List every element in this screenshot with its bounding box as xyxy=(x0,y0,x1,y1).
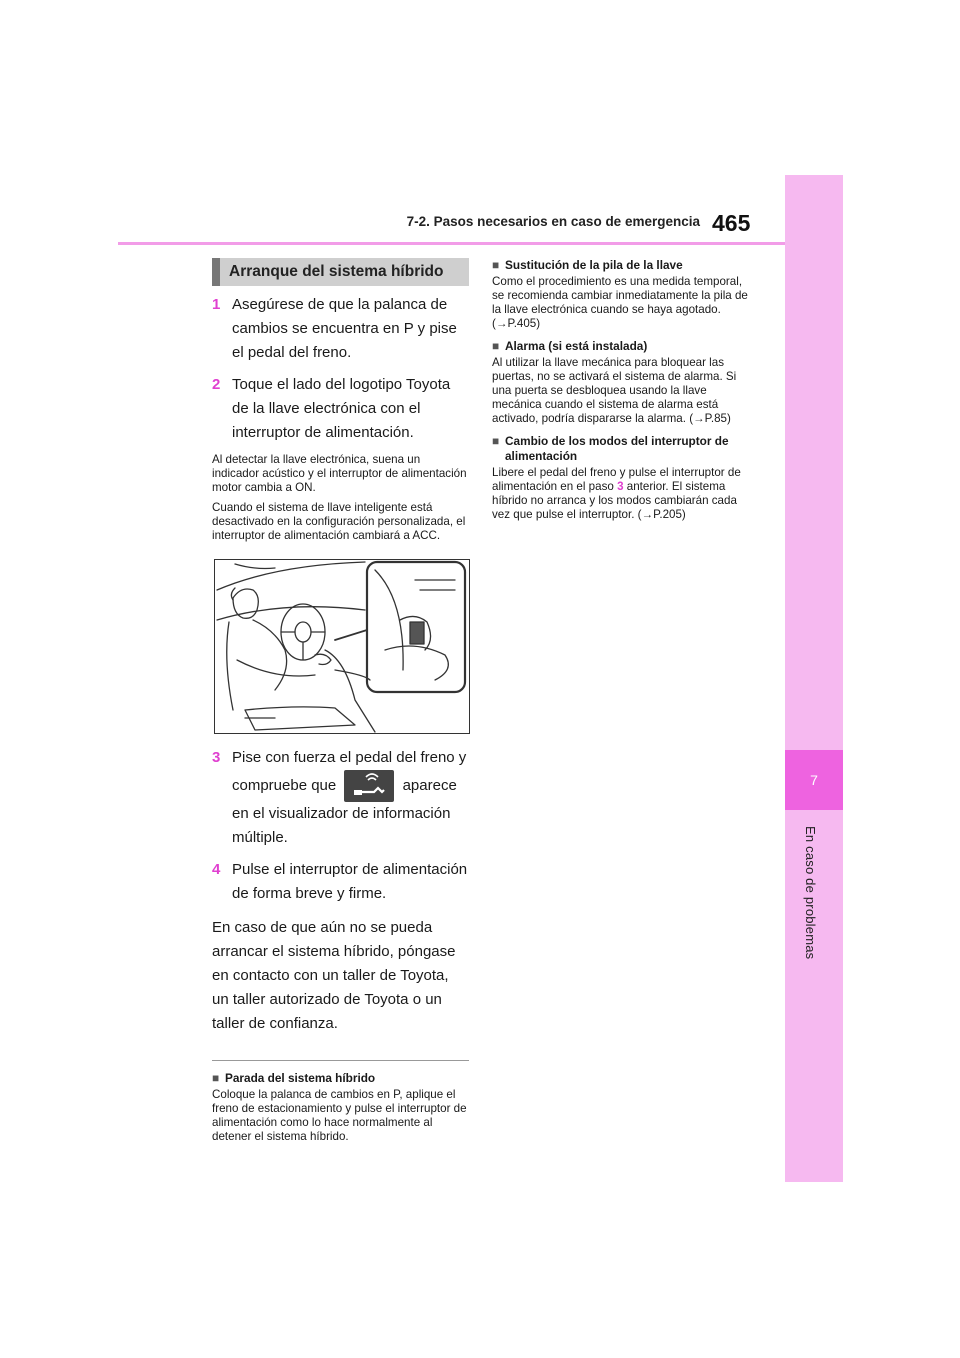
step-3 xyxy=(212,746,469,850)
step-2 xyxy=(212,373,469,445)
step-text: Pise con fuerza el pedal del freno y compruebe que xyxy=(232,749,467,794)
step-text: Asegúrese de que la palanca de cambios se encuentra en P y pise el pedal del freno. xyxy=(232,296,457,361)
bullet-icon: ■ xyxy=(492,434,500,448)
divider xyxy=(212,1060,469,1061)
note-title-text: Parada del sistema híbrido xyxy=(225,1071,376,1085)
step-text: Pulse el interruptor de alimentación de forma breve y firme. xyxy=(232,861,468,902)
step-number: 3 xyxy=(212,749,221,766)
smart-key-indicator-icon xyxy=(344,770,394,802)
bullet-icon: ■ xyxy=(492,339,500,353)
step-number: 4 xyxy=(212,861,221,878)
page-number: 465 xyxy=(712,210,751,236)
section-heading: Arranque del sistema híbrido xyxy=(212,258,469,286)
section-label: 7-2. Pasos necesarios en caso de emergencia xyxy=(406,214,700,229)
step-text: Toque el lado del logotipo Toyota de la llave electrónica con el interruptor de alimentación. xyxy=(232,376,451,441)
smart-key-indicator-glyph xyxy=(344,770,394,802)
bullet-icon: ■ xyxy=(212,1071,220,1085)
note-title-text: Cambio de los modos del interruptor de alimentación xyxy=(505,434,729,463)
paragraph: Al detectar la llave electrónica, suena un indicador acústico y el interruptor de alimentación motor cambia a ON. xyxy=(212,453,467,494)
chapter-title: En caso de problemas xyxy=(803,826,818,960)
step-reference: 3 xyxy=(617,480,624,493)
right-column xyxy=(492,258,757,530)
note-text: Coloque la palanca de cambios en P, aplique el freno de estacionamiento y pulse el interruptor de alimentación como lo hace normalmente al detener el sistema híbrido. xyxy=(212,1088,467,1143)
note-title-text: Sustitución de la pila de la llave xyxy=(505,258,683,272)
note-text: Como el procedimiento es una medida temporal, se recomienda cambiar inmediatamente la pila de la llave electrónica cuando se haya agotado. (→P.405) xyxy=(492,275,748,330)
left-column xyxy=(212,258,469,1152)
paragraph: Cuando el sistema de llave inteligente está desactivado en la configuración personalizada, el interruptor de alimentación cambiará a ACC. xyxy=(212,501,466,542)
note-title xyxy=(492,339,757,354)
illustration-driver-key xyxy=(214,559,470,734)
paragraph: En caso de que aún no se pueda arrancar el sistema híbrido, póngase en contacto con un taller de Toyota, un taller autorizado de Toyota o un taller de confianza. xyxy=(212,919,456,1032)
note-title-text: Alarma (si está instalada) xyxy=(505,339,648,353)
note-title xyxy=(212,1071,469,1086)
note-text-part: Libere el pedal del freno y pulse el interruptor de alimentación en el paso xyxy=(492,466,741,493)
step-number: 2 xyxy=(212,376,221,393)
note-text xyxy=(492,466,757,522)
note-text: Al utilizar la llave mecánica para bloquear las puertas, no se activará el sistema de alarma. Si una puerta se desbloquea usando la llave mecánica cuando el sistema de alarma está activado, podría dispararse la alarma. (→P.85) xyxy=(492,356,737,425)
note-title xyxy=(492,434,757,464)
note-title xyxy=(492,258,757,273)
bullet-icon: ■ xyxy=(492,258,500,272)
step-text: aparece en el visualizador de información múltiple. xyxy=(232,776,457,846)
step-number: 1 xyxy=(212,296,221,313)
step-1 xyxy=(212,293,469,365)
header-rule xyxy=(118,242,785,245)
chapter-side-tab xyxy=(785,175,843,1182)
chapter-number: 7 xyxy=(785,750,843,810)
driver-illustration xyxy=(215,560,469,733)
step-4 xyxy=(212,858,469,906)
note-text-part: anterior. El sistema híbrido no arranca y los modos cambiarán cada vez que pulse el interruptor. (→P.205) xyxy=(492,480,737,521)
